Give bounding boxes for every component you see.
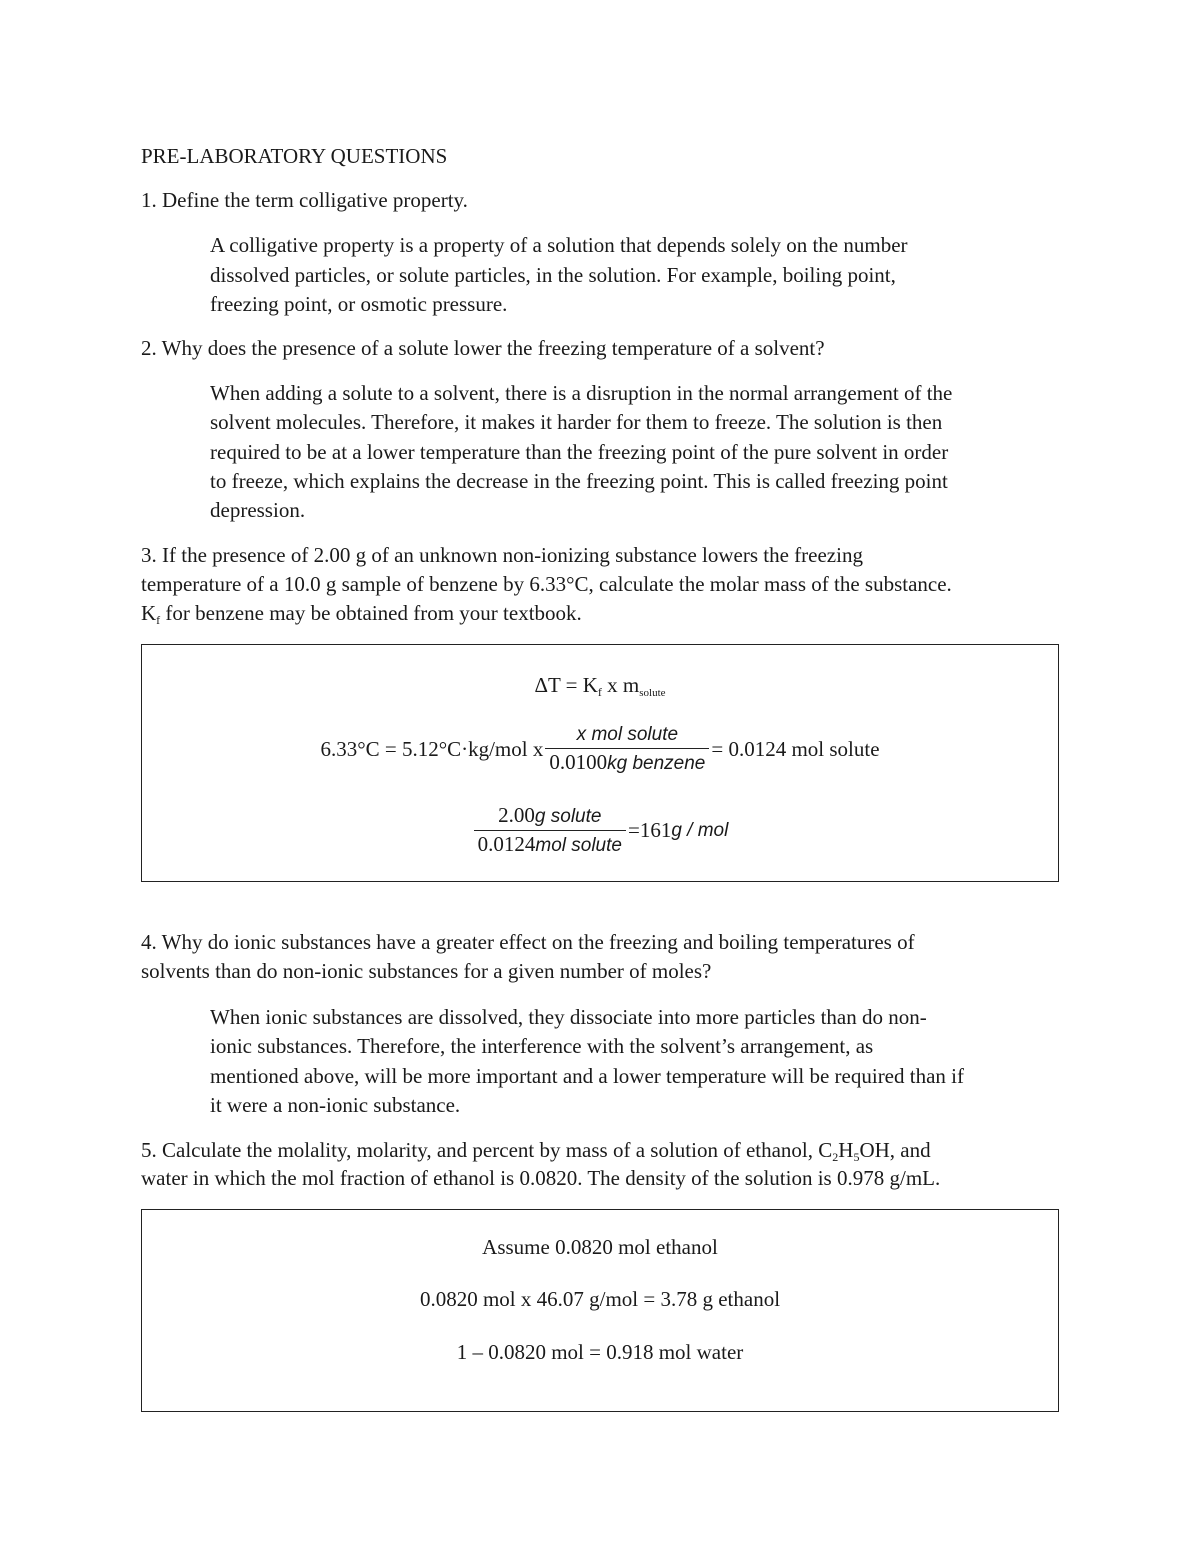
- question-5-line: water in which the mol fraction of ethanol is 0.0820. The density of the solution is 0.978 g/mL.: [141, 1166, 941, 1190]
- answer-2-line: required to be at a lower temperature than the freezing point of the pure solvent in order: [210, 440, 949, 464]
- question-5-line: 5. Calculate the molality, molarity, and percent by mass of a solution of ethanol, $C_2H_5OH$, and: [141, 1138, 931, 1164]
- ethanol-mass-line: 0.0820 mol x 46.07 g/mol = 3.78 g ethanol: [419, 1287, 781, 1311]
- question-3-line: 3. If the presence of 2.00 g of an unknown non-ionizing substance lowers the freezing: [141, 543, 863, 567]
- moles-solute-equation: 6.33°C = 5.12°C·kg/mol x $\frac{\text{x mol solute}}{\text{0.0100kg benzene}}$ = 0.0124 mol solute: [320, 724, 880, 774]
- question-3-line: temperature of a 10.0 g sample of benzene by 6.33°C, calculate the molar mass of the substance.: [141, 572, 952, 596]
- answer-4-line: mentioned above, will be more important and a lower temperature will be required than if: [210, 1064, 964, 1088]
- answer-4-line: it were a non-ionic substance.: [210, 1093, 461, 1117]
- question-3-line: $K_f$ for benzene may be obtained from your textbook.: [141, 601, 582, 627]
- water-moles-line: 1 – 0.0820 mol = 0.918 mol water: [456, 1340, 744, 1364]
- fraction: $\frac{\text{x mol solute}}{\text{0.0100kg benzene}}$: [545, 723, 709, 776]
- question-1: 1. Define the term colligative property.: [141, 188, 468, 212]
- assumption-line: Assume 0.0820 mol ethanol: [482, 1235, 718, 1259]
- answer-4-line: ionic substances. Therefore, the interference with the solvent’s arrangement, as: [210, 1034, 874, 1058]
- section-heading: PRE-LABORATORY QUESTIONS: [141, 144, 448, 168]
- question-2: 2. Why does the presence of a solute lower the freezing temperature of a solvent?: [141, 336, 825, 360]
- answer-1-line: A colligative property is a property of a solution that depends solely on the number: [210, 233, 908, 257]
- question-4-line: 4. Why do ionic substances have a greater effect on the freezing and boiling temperatures of: [141, 930, 915, 954]
- answer-3-box: [141, 644, 1059, 882]
- answer-5-box: [141, 1209, 1059, 1412]
- answer-1-line: dissolved particles, or solute particles, in the solution. For example, boiling point,: [210, 263, 896, 287]
- answer-2-line: solvent molecules. Therefore, it makes it harder for them to freeze. The solution is then: [210, 410, 943, 434]
- freezing-point-equation: $\Delta T = K_f$ x msolute: [534, 673, 666, 699]
- question-4-line: solvents than do non-ionic substances for a given number of moles?: [141, 959, 712, 983]
- answer-2-line: to freeze, which explains the decrease in the freezing point. This is called freezing point: [210, 469, 948, 493]
- fraction: $\frac{\text{2.00g solute}}{\text{0.0124mol solute}}$: [474, 803, 626, 858]
- answer-2-line: depression.: [210, 498, 306, 522]
- molar-mass-equation: $\frac{\text{2.00g solute}}{\text{0.0124mol solute}}$ =161g / mol: [142, 803, 1058, 858]
- answer-2-line: When adding a solute to a solvent, there is a disruption in the normal arrangement of the: [210, 381, 953, 405]
- answer-1-line: freezing point, or osmotic pressure.: [210, 292, 508, 316]
- answer-4-line: When ionic substances are dissolved, they dissociate into more particles than do non-: [210, 1005, 927, 1029]
